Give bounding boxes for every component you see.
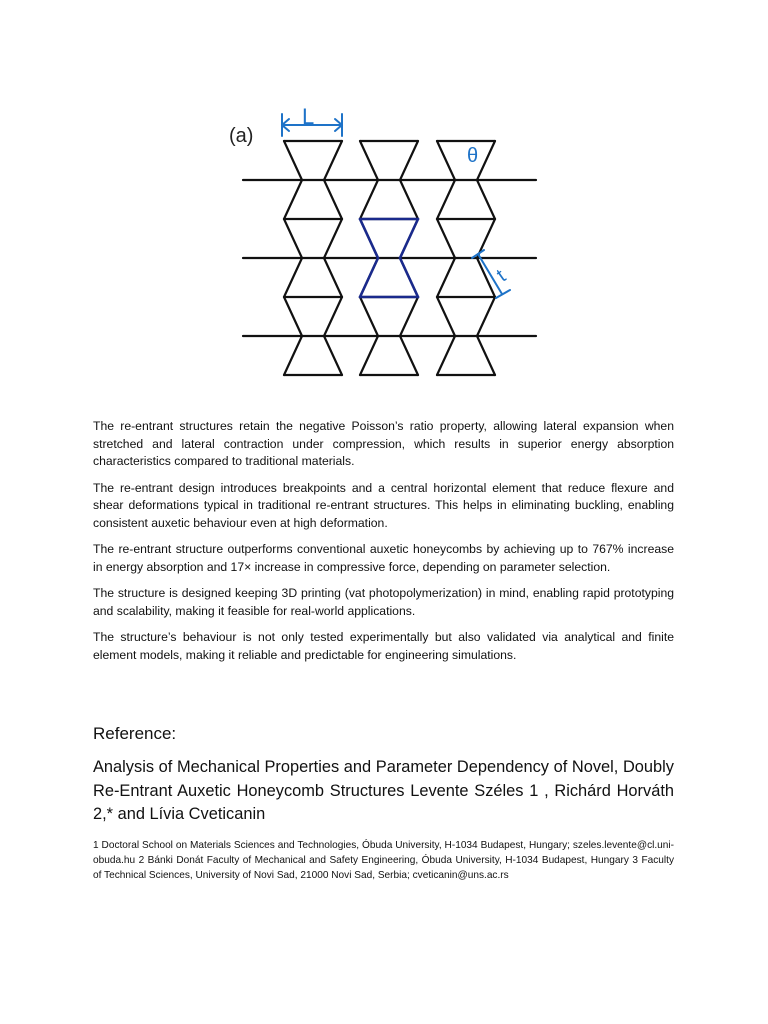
re-entrant-wall <box>437 219 455 258</box>
re-entrant-wall <box>437 141 455 180</box>
re-entrant-wall <box>284 336 302 375</box>
re-entrant-wall <box>437 297 455 336</box>
re-entrant-wall <box>324 141 342 180</box>
highlight-edge <box>400 258 418 297</box>
length-label: L <box>302 104 315 129</box>
re-entrant-wall <box>284 258 302 297</box>
highlight-edge <box>360 258 378 297</box>
panel-label: (a) <box>229 125 254 147</box>
re-entrant-wall <box>324 180 342 219</box>
re-entrant-wall <box>400 336 418 375</box>
re-entrant-wall <box>324 219 342 258</box>
paragraph: The re-entrant design introduces breakpoints and a central horizontal element that reduce flexure and shear deformations typical in traditional re-entrant structures. This helps in eliminating buckling, enabling consistent auxetic behaviour even at high deformation. <box>93 480 674 530</box>
re-entrant-wall <box>477 141 495 180</box>
paragraph: The re-entrant structures retain the negative Poisson’s ratio property, allowing lateral expansion when stretched and lateral contraction under compression, which results in superior energy absorption characteristics compared to traditional materials. <box>93 419 674 468</box>
highlight-edge <box>400 219 418 258</box>
re-entrant-wall <box>400 297 418 336</box>
re-entrant-wall <box>400 141 418 180</box>
re-entrant-wall <box>477 297 495 336</box>
reference-title: Analysis of Mechanical Properties and Parameter Dependency of Novel, Doubly Re-Entrant Auxetic Honeycomb Structures Levente Széles 1 , Richárd Horváth 2,* and Lívia Cveticanin <box>93 758 674 823</box>
paragraph: The re-entrant structure outperforms conventional auxetic honeycombs by achieving up to 767% increase in energy absorption and 17× increase in compressive force, depending on parameter selection. <box>93 542 674 574</box>
highlight-edge <box>360 219 378 258</box>
re-entrant-wall <box>360 336 378 375</box>
re-entrant-lattice-diagram <box>226 100 546 390</box>
re-entrant-wall <box>284 297 302 336</box>
re-entrant-wall <box>360 141 378 180</box>
angle-label: θ <box>467 145 479 167</box>
lattice-lines <box>243 141 536 375</box>
reference-heading: Reference: <box>93 724 177 743</box>
re-entrant-wall <box>284 180 302 219</box>
re-entrant-wall <box>324 258 342 297</box>
re-entrant-wall <box>284 141 302 180</box>
thickness-tick <box>496 290 510 298</box>
re-entrant-wall <box>477 336 495 375</box>
summary-text <box>93 418 674 673</box>
paragraph: The structure’s behaviour is not only tested experimentally but also validated via analytical and finite element models, making it reliable and predictable for engineering simulations. <box>93 630 674 662</box>
re-entrant-wall <box>360 180 378 219</box>
re-entrant-wall <box>324 336 342 375</box>
honeycomb-figure <box>226 100 546 390</box>
reference-affiliations: 1 Doctoral School on Materials Sciences and Technologies, Óbuda University, H-1034 Budapest, Hungary; szeles.levente@cl.uni-obuda.hu 2 Bánki Donát Faculty of Mechanical and Safety Engineering, Óbuda University, H-1034 Budapest, Hungary 3 Faculty of Technical Sciences, University of Novi Sad, 21000 Novi Sad, Serbia; cveticanin@uns.ac.rs <box>93 840 674 881</box>
re-entrant-wall <box>324 297 342 336</box>
re-entrant-wall <box>400 180 418 219</box>
re-entrant-wall <box>284 219 302 258</box>
re-entrant-wall <box>437 180 455 219</box>
paragraph: The structure is designed keeping 3D printing (vat photopolymerization) in mind, enabling rapid prototyping and scalability, making it feasible for real-world applications. <box>93 586 674 618</box>
re-entrant-wall <box>477 180 495 219</box>
thickness-label: t <box>492 265 510 287</box>
re-entrant-wall <box>360 297 378 336</box>
re-entrant-wall <box>437 336 455 375</box>
re-entrant-wall <box>437 258 455 297</box>
